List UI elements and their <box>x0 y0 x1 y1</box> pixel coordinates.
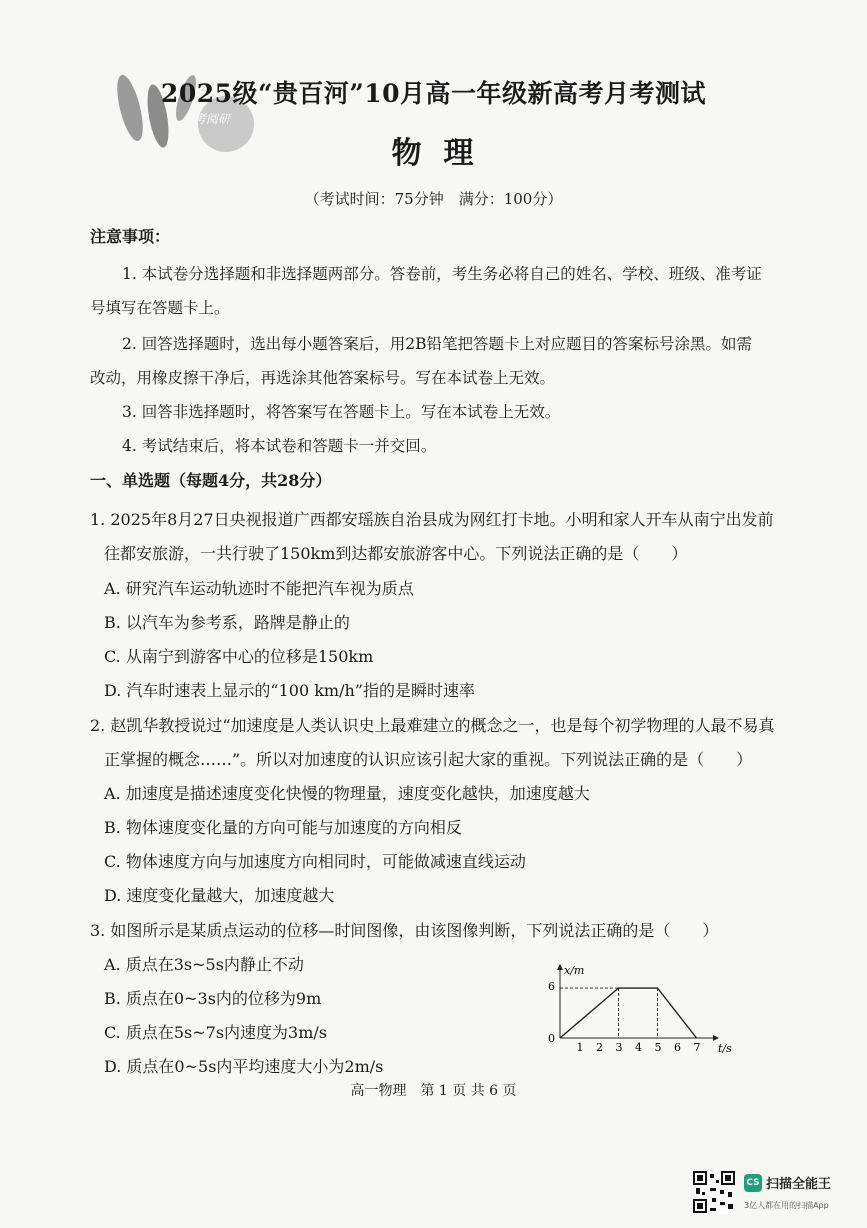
x-tick-label: 4 <box>635 1041 642 1054</box>
q1-option-b: B. 以汽车为参考系，路牌是静止的 <box>104 613 350 632</box>
q3-option-b: B. 质点在0~3s内的位移为9m <box>104 989 322 1008</box>
qr-code-icon <box>692 1170 736 1214</box>
question-1-line-1: 1. 2025年8月27日央视报道广西都安瑶族自治县成为网红打卡地。小明和家人开车从南宁出发前 <box>90 510 774 529</box>
q1-option-d: D. 汽车时速表上显示的“100 km/h”指的是瞬时速率 <box>104 681 475 700</box>
notice-line: 3. 回答非选择题时，将答案写在答题卡上。写在本试卷上无效。 <box>122 403 561 421</box>
q2-option-c: C. 物体速度方向与加速度方向相同时，可能做减速直线运动 <box>104 852 526 871</box>
question-2-line-2: 正掌握的概念……”。所以对加速度的认识应该引起大家的重视。下列说法正确的是（ ） <box>104 750 753 769</box>
question-2-line-1: 2. 赵凯华教授说过“加速度是人类认识史上最难建立的概念之一，也是每个初学物理的人最不易真 <box>90 716 775 735</box>
x-tick-label: 3 <box>615 1041 623 1054</box>
notice-line: 号填写在答题卡上。 <box>90 299 230 317</box>
q2-option-a: A. 加速度是描述速度变化快慢的物理量，速度变化越快，加速度越大 <box>104 784 590 803</box>
notice-line: 2. 回答选择题时，选出每小题答案后，用2B铅笔把答题卡上对应题目的答案标号涂黑。如需 <box>122 335 752 353</box>
page-footer: 高一物理 第 1 页 共 6 页 <box>350 1083 517 1099</box>
notice-line: 4. 考试结束后，将本试卷和答题卡一并交回。 <box>122 437 437 455</box>
camscanner-badge-icon: CS <box>744 1174 762 1192</box>
origin-label: 0 <box>548 1032 555 1045</box>
question-3-line-1: 3. 如图所示是某质点运动的位移—时间图像，由该图像判断，下列说法正确的是（ ） <box>90 921 719 940</box>
exam-title: 2025级“贵百河”10月高一年级新高考月考测试 <box>160 79 707 108</box>
q2-option-d: D. 速度变化量越大，加速度越大 <box>104 886 335 905</box>
q1-option-a: A. 研究汽车运动轨迹时不能把汽车视为质点 <box>104 579 414 598</box>
q3-option-d: D. 质点在0~5s内平均速度大小为2m/s <box>104 1057 384 1076</box>
notice-line: 1. 本试卷分选择题和非选择题两部分。答卷前，考生务必将自己的姓名、学校、班级、准考证 <box>122 265 762 283</box>
q3-option-c: C. 质点在5s~7s内速度为3m/s <box>104 1023 327 1042</box>
q3-option-a: A. 质点在3s~5s内静止不动 <box>104 955 304 974</box>
exam-info: （考试时间：75分钟 满分：100分） <box>304 190 563 208</box>
y-tick-label: 6 <box>548 980 555 993</box>
x-tick-label: 2 <box>596 1041 603 1054</box>
notice-line: 改动，用橡皮擦干净后，再选涂其他答案标号。写在本试卷上无效。 <box>90 369 556 387</box>
x-tick-label: 7 <box>693 1041 701 1054</box>
camscanner-slogan: 3亿人都在用的扫描App <box>744 1201 829 1210</box>
xt-line <box>560 988 697 1038</box>
x-axis-label: t/s <box>718 1042 732 1055</box>
y-axis-label: x/m <box>564 964 585 977</box>
question-1-line-2: 往都安旅游，一共行驶了150km到达都安旅游客中心。下列说法正确的是（ ） <box>104 544 688 563</box>
camscanner-name: 扫描全能王 <box>766 1177 832 1192</box>
x-tick-label: 6 <box>674 1041 681 1054</box>
displacement-time-graph <box>540 960 740 1060</box>
x-tick-label: 1 <box>576 1041 584 1054</box>
q2-option-b: B. 物体速度变化量的方向可能与加速度的方向相反 <box>104 818 462 837</box>
q1-option-c: C. 从南宁到游客中心的位移是150km <box>104 647 374 666</box>
section-heading: 一、单选题（每题4分，共28分） <box>90 471 332 490</box>
logo-text: 考阅研 <box>194 112 231 126</box>
notice-heading: 注意事项： <box>90 227 171 246</box>
subject-title: 物理 <box>391 136 496 171</box>
x-tick-label: 5 <box>654 1041 662 1054</box>
